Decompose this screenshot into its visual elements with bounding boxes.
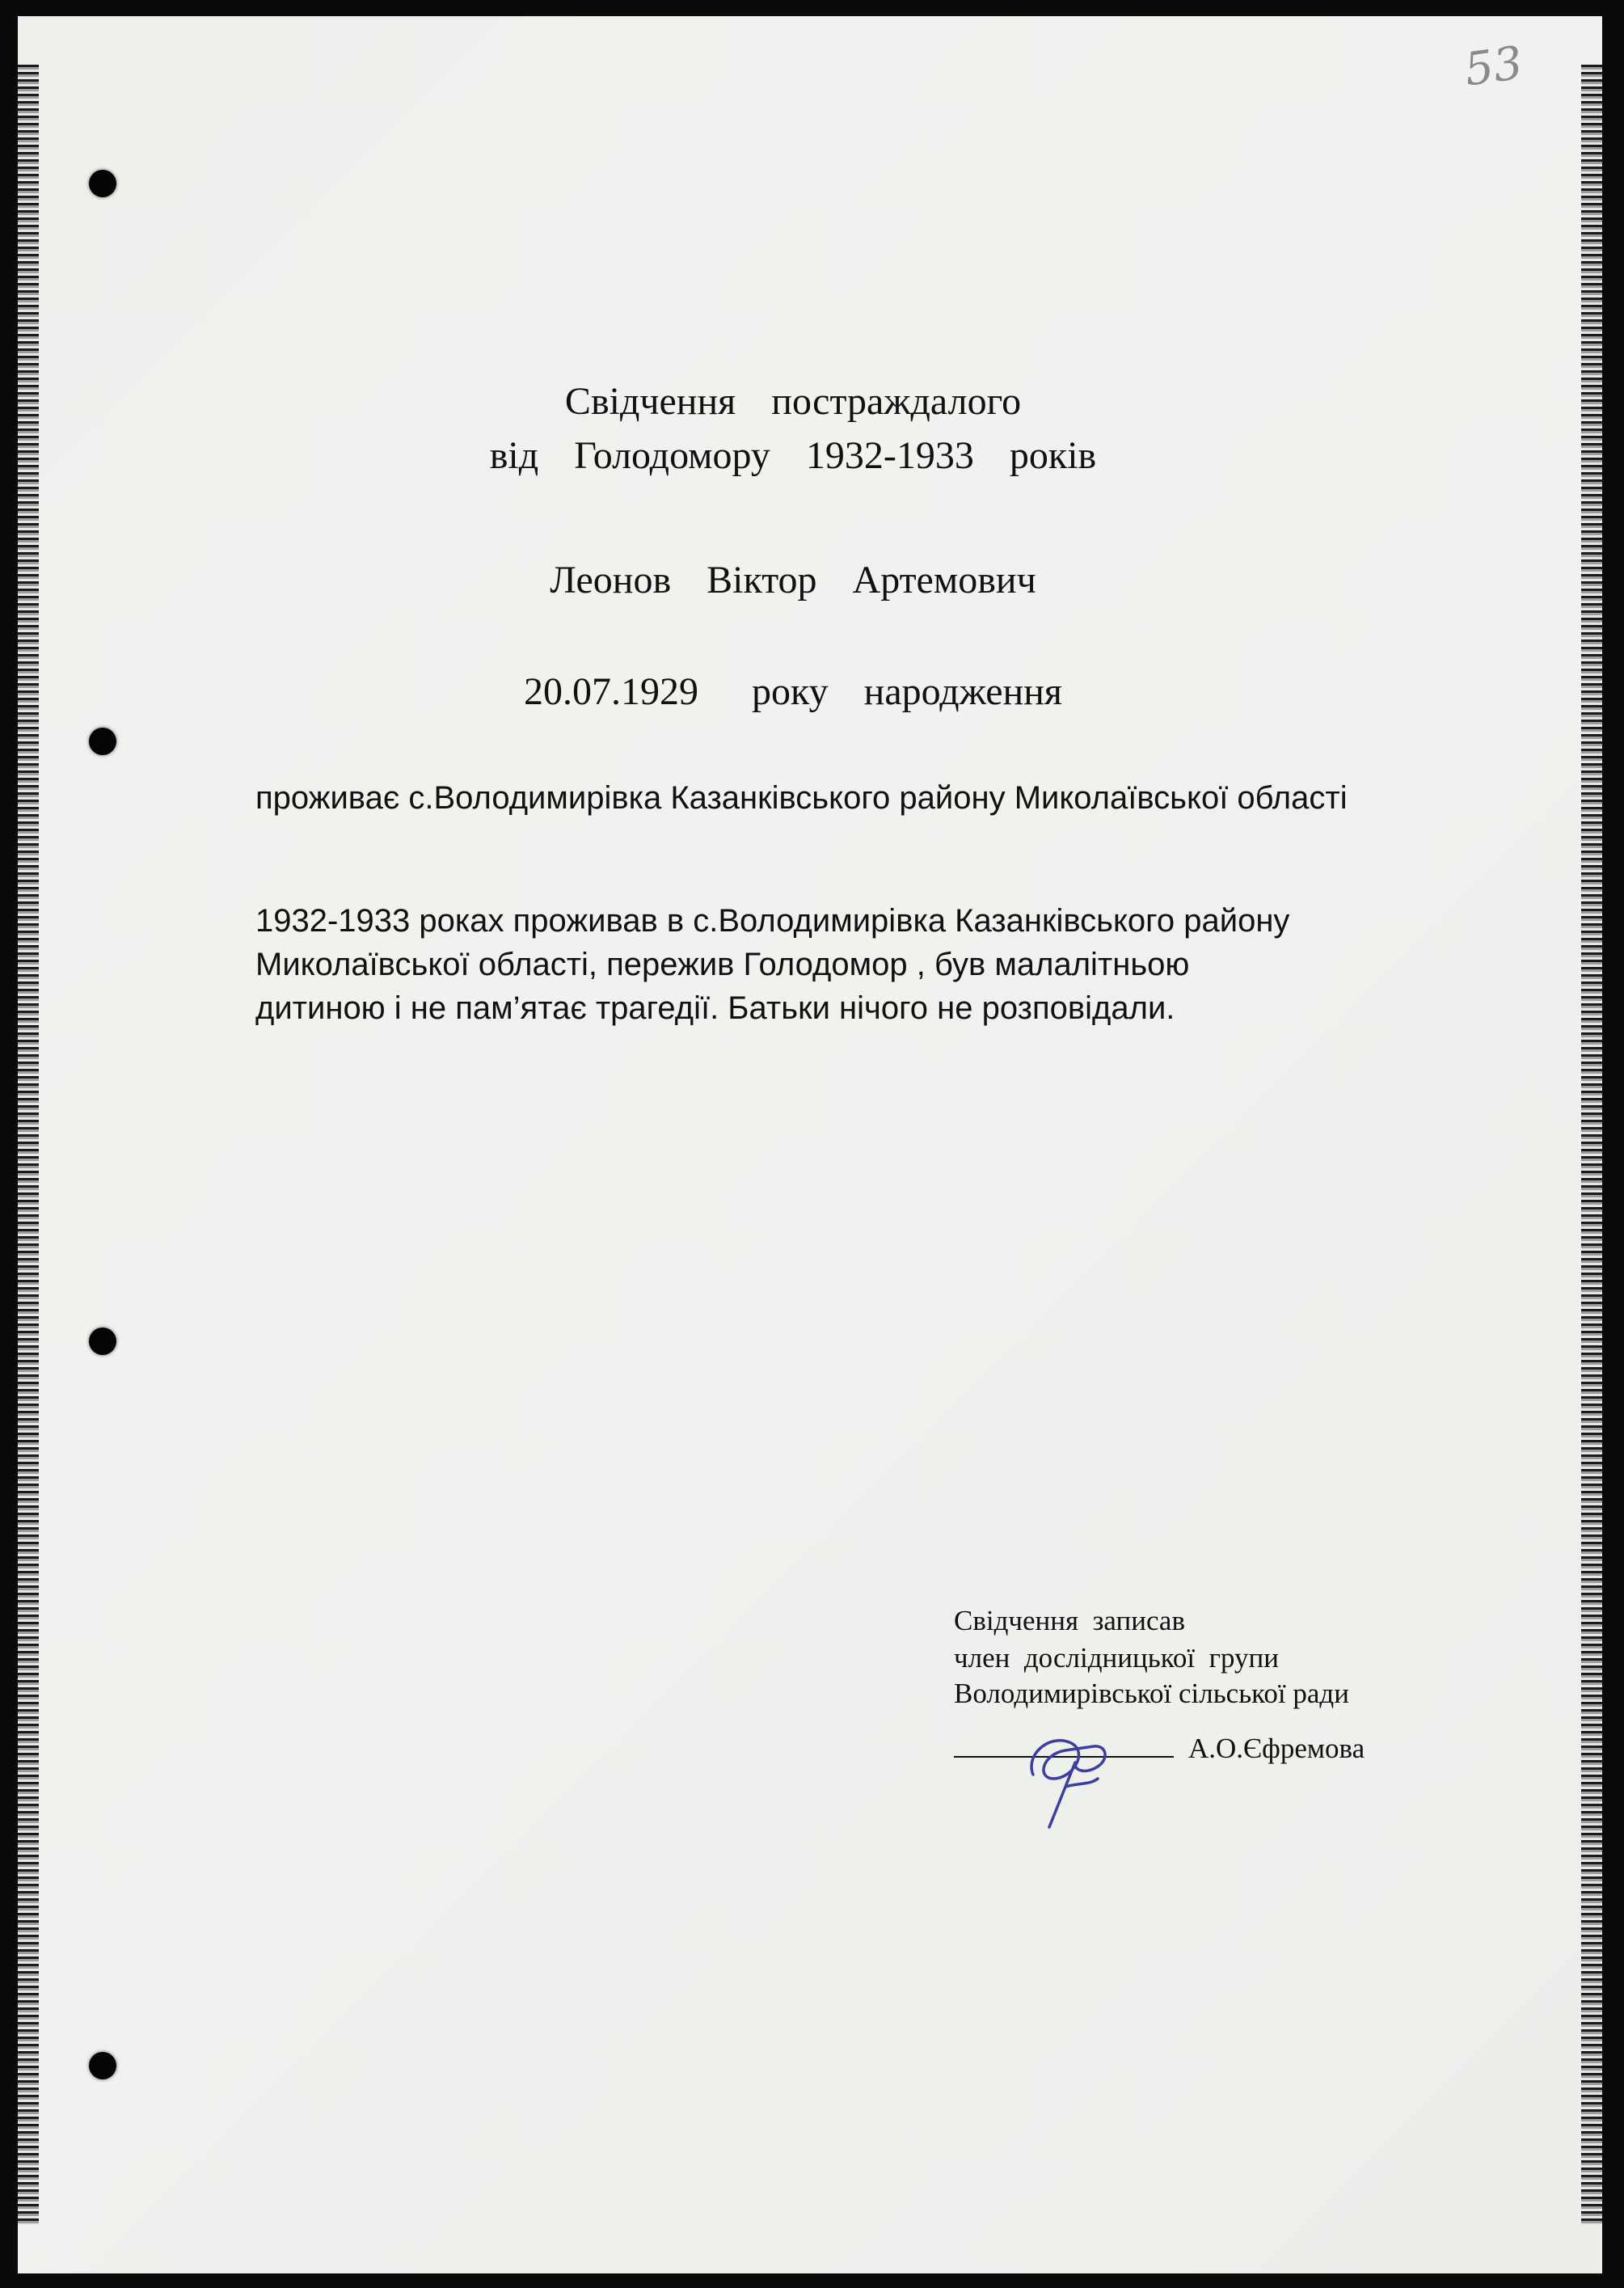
document-title-line-2: від Голодомору 1932-1933 років xyxy=(489,434,1097,477)
punch-hole xyxy=(89,170,116,197)
right-perforated-edge xyxy=(1581,65,1602,2225)
page-number-mark: 53 xyxy=(1461,36,1526,97)
recorder-label-line-3: Володимирівської сільської ради xyxy=(954,1678,1349,1709)
punch-hole xyxy=(89,2052,116,2079)
document-title-line-1: Свідчення постраждалого xyxy=(564,380,1022,423)
residence-paragraph: проживає с.Володимирівка Казанківського району Миколаївської області xyxy=(255,780,1348,816)
recorder-label-line-1: Свідчення записав xyxy=(954,1605,1185,1636)
paper-sheet xyxy=(18,16,1602,2273)
birth-date-line: 20.07.1929 року народження xyxy=(524,670,1062,713)
punch-hole xyxy=(89,1328,116,1355)
person-name: Леонов Віктор Артемович xyxy=(550,559,1036,602)
handwritten-signature xyxy=(1017,1698,1122,1835)
testimony-paragraph: 1932-1933 роках проживав в с.Володимирівка Казанківського району Миколаївської області, пережив Голодомор , був малалітньою дитиною і не пам’ятає трагедії. Батьки нічого не розповідали. xyxy=(255,903,1290,1026)
punch-hole xyxy=(89,728,116,755)
signer-name: А.О.Єфремова xyxy=(1188,1733,1365,1764)
recorder-label-line-2: член дослідницької групи xyxy=(954,1642,1280,1674)
